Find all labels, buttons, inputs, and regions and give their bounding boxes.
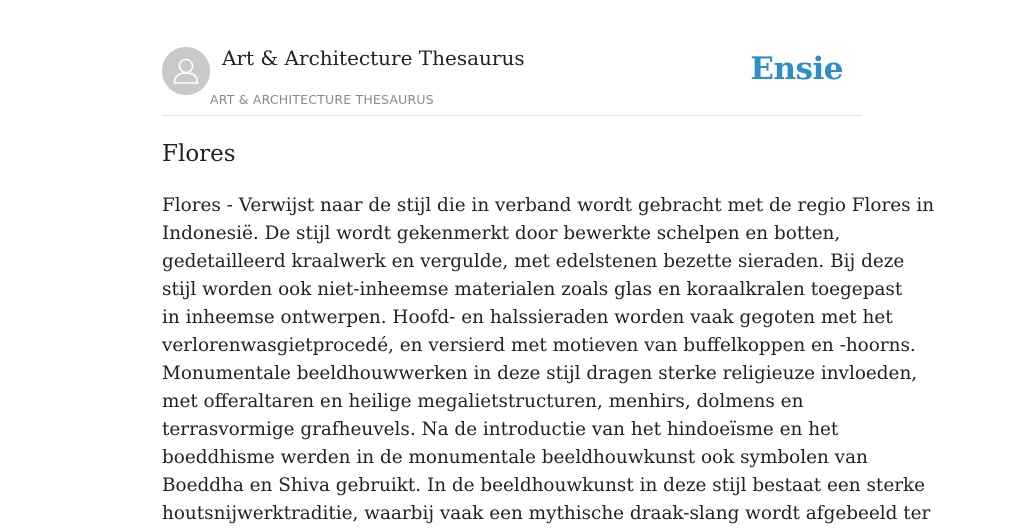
article-line: Flores - Verwijst naar de stijl die in verband wordt gebracht met de regio Flores in bbox=[162, 195, 935, 216]
article-line: Boeddha en Shiva gebruikt. In de beeldhouwkunst in deze stijl bestaat een sterke bbox=[162, 475, 926, 496]
article-line: Monumentale beeldhouwwerken in deze stijl dragen sterke religieuze invloeden, bbox=[162, 363, 918, 384]
avatar[interactable] bbox=[162, 47, 210, 95]
page-title: Flores bbox=[162, 141, 236, 167]
user-silhouette-icon bbox=[162, 47, 210, 95]
article-line: stijl worden ook niet-inheemse materialen zoals glas en koraalkralen toegepast bbox=[162, 279, 903, 300]
article-line: in inheemse ontwerpen. Hoofd- en halssieraden worden vaak gegoten met het bbox=[162, 307, 893, 328]
article-line: houtsnijwerktraditie, waarbij vaak een mythische draak-slang wordt afgebeeld ter bbox=[162, 503, 931, 524]
author-name[interactable]: Art & Architecture Thesaurus bbox=[222, 46, 525, 70]
article-line: boeddhisme werden in de monumentale beeldhouwkunst ook symbolen van bbox=[162, 447, 868, 468]
author-subtitle: ART & ARCHITECTURE THESAURUS bbox=[210, 92, 434, 107]
brand-logo[interactable]: Ensie bbox=[750, 51, 843, 87]
author-header bbox=[162, 46, 862, 116]
article-line: Indonesië. De stijl wordt gekenmerkt door bewerkte schelpen en botten, bbox=[162, 223, 841, 244]
article-line: terrasvormige grafheuvels. Na de introductie van het hindoeïsme en het bbox=[162, 419, 839, 440]
article-body bbox=[162, 192, 935, 528]
article-line: met offeraltaren en heilige megalietstructuren, menhirs, dolmens en bbox=[162, 391, 804, 412]
article-line: verlorenwasgietprocedé, en versierd met motieven van buffelkoppen en -hoorns. bbox=[162, 335, 916, 356]
article-line: gedetailleerd kraalwerk en vergulde, met edelstenen bezette sieraden. Bij deze bbox=[162, 251, 905, 272]
